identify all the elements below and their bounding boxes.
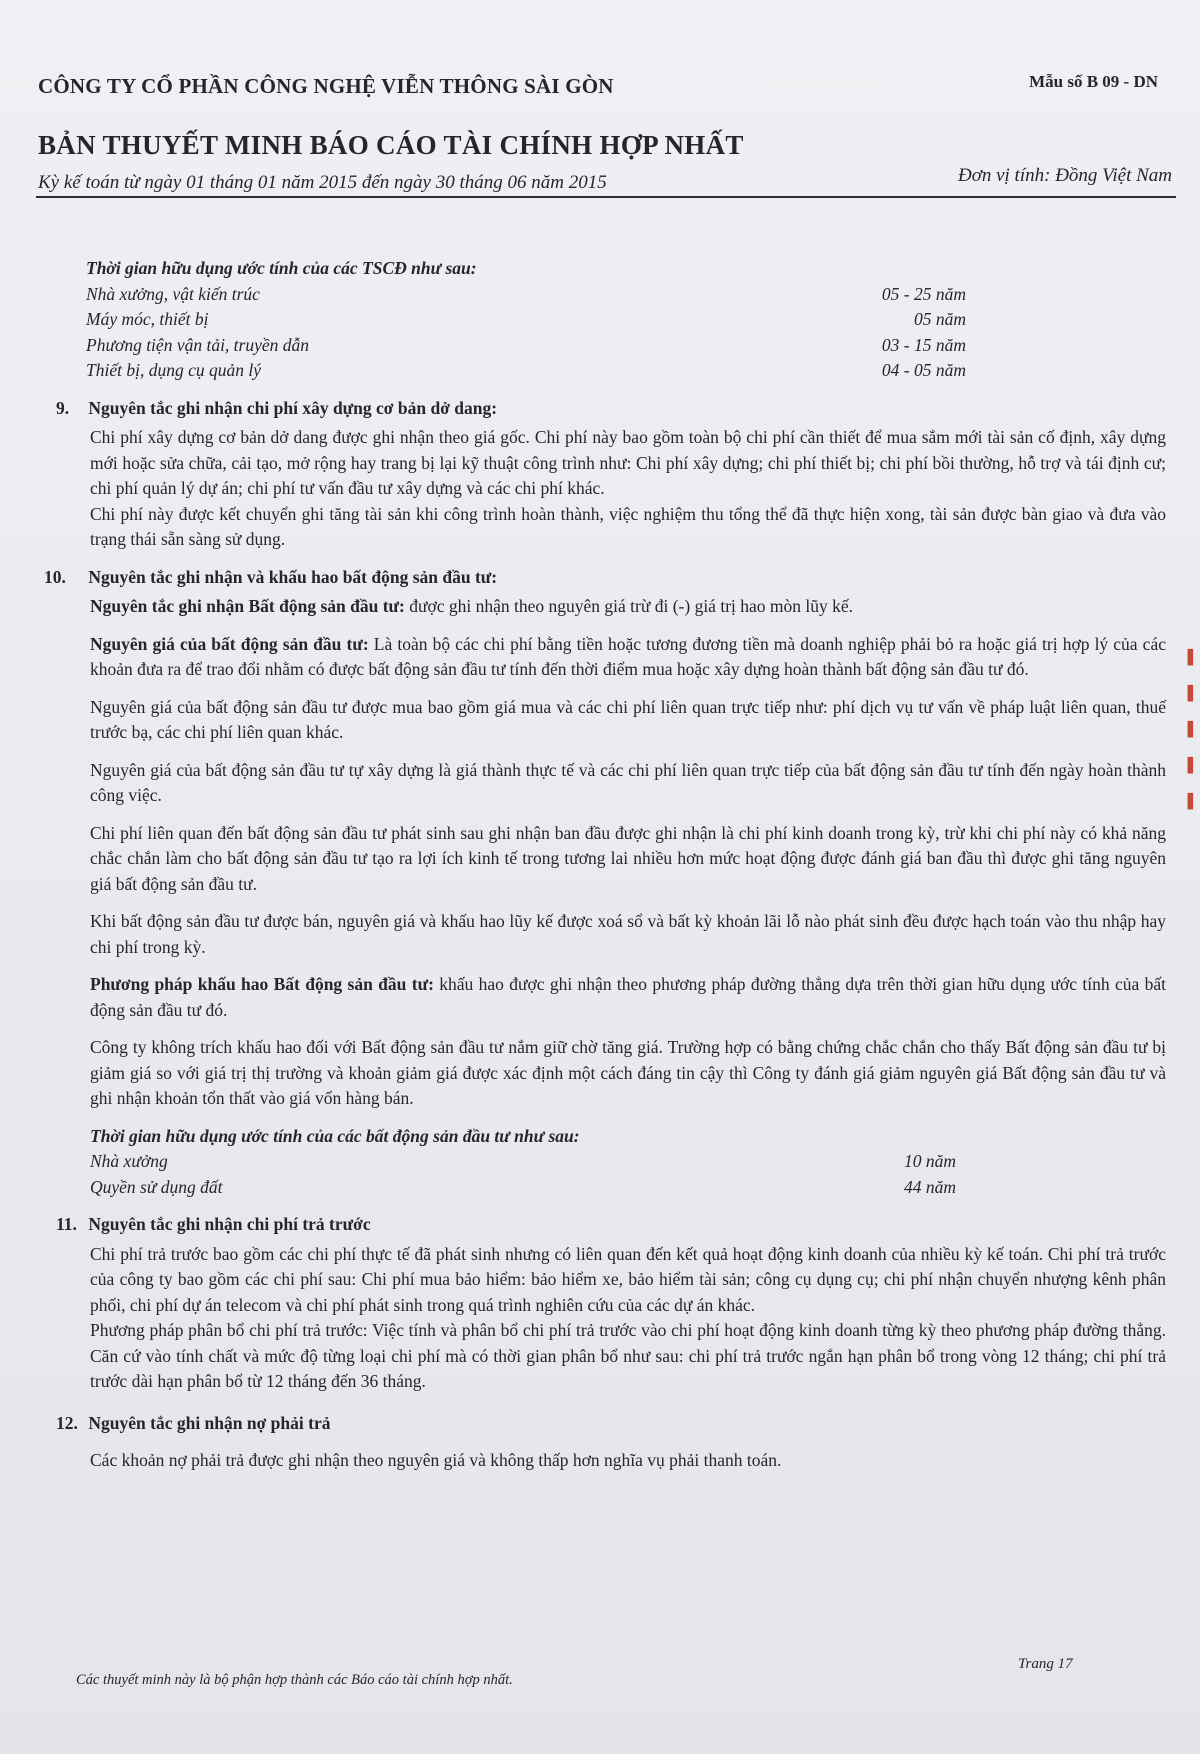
paragraph-text: được ghi nhận theo nguyên giá trừ đi (-) giá trị hao mòn lũy kế.	[404, 596, 854, 616]
paragraph-lead: Nguyên giá của bất động sản đầu tư:	[90, 633, 369, 654]
section-title: Nguyên tắc ghi nhận chi phí xây dựng cơ bản dở dang:	[88, 397, 498, 418]
section-12	[56, 1411, 1166, 1474]
paragraph: Khi bất động sản đầu tư được bán, nguyên giá và khấu hao lũy kế được xoá sổ và bất kỳ khoản lãi lỗ nào phát sinh đều được hạch toán vào thu nhập hay chi phí trong kỳ.	[90, 911, 1166, 957]
section-11	[56, 1212, 1166, 1395]
paragraph: Nguyên giá của bất động sản đầu tư tự xây dựng là giá thành thực tế và các chi phí liên quan trực tiếp của bất động sản đầu tư tính đến ngày hoàn thành công việc.	[90, 759, 1166, 805]
property-name: Nhà xưởng	[90, 1151, 168, 1171]
stamp-edge-mark: ▌ ▌ ▌ ▌ ▌	[1187, 650, 1199, 810]
section-10-heading	[44, 565, 1166, 591]
footer-note: Các thuyết minh này là bộ phận hợp thành các Báo cáo tài chính hợp nhất.	[76, 1672, 513, 1688]
section-10	[44, 565, 1167, 1201]
asset-name: Máy móc, thiết bị	[86, 309, 209, 329]
asset-life: 04 - 05 năm	[881, 360, 966, 380]
section-11-heading	[56, 1212, 1166, 1238]
section-title: Nguyên tắc ghi nhận chi phí trả trước	[88, 1214, 371, 1234]
header-divider	[36, 196, 1176, 198]
useful-life-property-title: Thời gian hữu dụng ước tính của các bất động sản đầu tư như sau:	[90, 1125, 580, 1146]
asset-life: 05 năm	[913, 309, 966, 329]
paragraph: Nguyên giá của bất động sản đầu tư được mua bao gồm giá mua và các chi phí liên quan trực tiếp như: phí dịch vụ tư vấn về pháp luật liên quan, thuế trước bạ, các chi phí liên quan khác.	[90, 696, 1166, 742]
page-number: Trang 17	[1018, 1656, 1073, 1672]
document-body	[44, 256, 1167, 1474]
paragraph: Chi phí trả trước bao gồm các chi phí thực tế đã phát sinh nhưng có liên quan đến kết quả hoạt động kinh doanh của nhiều kỳ kế toán. Chi phí trả trước của công ty bao gồm các chi phí sau: Chi phí mua bảo hiểm: bảo hiểm xe, bảo hiểm tài sản; công cụ dụng cụ; chi phí nhận chuyển nhượng kênh phân phối, chi phí dự án telecom và chi phí phát sinh trong quá trình nghiên cứu của các dự án khác.	[90, 1243, 1166, 1315]
paragraph	[90, 632, 1166, 683]
paragraph-lead: Nguyên tắc ghi nhận Bất động sản đầu tư:	[90, 596, 405, 616]
property-name: Quyền sử dụng đất	[90, 1176, 223, 1197]
useful-life-row	[86, 282, 1166, 308]
paragraph: Các khoản nợ phải trả được ghi nhận theo nguyên giá và không thấp hơn nghĩa vụ phải thanh toán.	[90, 1450, 782, 1470]
property-life: 44 năm	[903, 1176, 956, 1197]
asset-life: 03 - 15 năm	[881, 334, 966, 355]
section-number: 10.	[44, 566, 66, 587]
form-code: Mẫu số B 09 - DN	[1029, 72, 1158, 91]
document-title: BẢN THUYẾT MINH BÁO CÁO TÀI CHÍNH HỢP NHẤT	[38, 130, 744, 160]
section-title: Nguyên tắc ghi nhận và khấu hao bất động sản đầu tư:	[88, 566, 498, 587]
useful-life-row	[90, 1175, 1166, 1201]
section-9	[56, 396, 1166, 553]
paragraph-text: Là toàn bộ các chi phí bằng tiền hoặc tương đương tiền mà doanh nghiệp phải bỏ ra hoặc giá trị hợp lý của các khoản đưa ra để trao đổi nhằm có được bất động sản đầu tư tính đến thời điểm mua hoặc xây dựng hoàn thành bất động sản đầu tư đó.	[90, 633, 1166, 679]
company-name: CÔNG TY CỔ PHẦN CÔNG NGHỆ VIỄN THÔNG SÀI GÒN	[38, 74, 614, 98]
asset-name: Thiết bị, dụng cụ quản lý	[86, 360, 261, 380]
paragraph: Chi phí xây dựng cơ bản dở dang được ghi nhận theo giá gốc. Chi phí này bao gồm toàn bộ chi phí cần thiết để mua sắm mới tài sản cố định, xây dựng mới hoặc sửa chữa, cải tạo, mở rộng hay trang bị lại kỹ thuật công trình như: Chi phí xây dựng; chi phí thiết bị; chi phí bồi thường, hỗ trợ và tái định cư; chi phí quản lý dự án; chi phí tư vấn đầu tư xây dựng và các chi phí khác.	[90, 427, 1166, 498]
section-title: Nguyên tắc ghi nhận nợ phải trả	[88, 1412, 331, 1433]
useful-life-assets	[56, 256, 1166, 384]
useful-life-assets-title: Thời gian hữu dụng ước tính của các TSCĐ như sau:	[86, 258, 477, 278]
section-number: 9.	[56, 397, 70, 418]
section-number: 11.	[56, 1214, 77, 1234]
paragraph	[90, 972, 1166, 1023]
useful-life-row	[90, 1149, 1166, 1175]
useful-life-row	[86, 307, 1166, 333]
paragraph-lead: Phương pháp khấu hao Bất động sản đầu tư:	[90, 974, 434, 994]
paragraph-text: khấu hao được ghi nhận theo phương pháp đường thẳng dựa trên thời gian hữu dụng ước tính của bất động sản đầu tư đó.	[90, 974, 1167, 1020]
useful-life-row	[86, 358, 1166, 384]
asset-name: Nhà xưởng, vật kiến trúc	[86, 283, 260, 304]
section-12-heading	[56, 1411, 1166, 1437]
accounting-period: Kỳ kế toán từ ngày 01 tháng 01 năm 2015 đến ngày 30 tháng 06 năm 2015	[38, 172, 607, 193]
useful-life-row	[86, 333, 1166, 359]
paragraph: Chi phí này được kết chuyển ghi tăng tài sản khi công trình hoàn thành, việc nghiệm thu tổng thể đã thực hiện xong, tài sản được bàn giao và đưa vào trạng thái sẵn sàng sử dụng.	[90, 503, 1166, 549]
section-number: 12.	[56, 1412, 78, 1433]
property-life: 10 năm	[903, 1151, 956, 1171]
currency-unit: Đơn vị tính: Đồng Việt Nam	[957, 165, 1172, 186]
asset-name: Phương tiện vận tải, truyền dẫn	[86, 334, 310, 355]
paragraph: Chi phí liên quan đến bất động sản đầu tư phát sinh sau ghi nhận ban đầu được ghi nhận là chi phí kinh doanh trong kỳ, trừ khi chi phí này có khả năng chắc chắn làm cho bất động sản đầu tư tạo ra lợi ích kinh tế trong tương lai nhiều hơn mức hoạt động được đánh giá ban đầu thì được ghi tăng nguyên giá bất động sản đầu tư.	[90, 822, 1166, 894]
paragraph: Phương pháp phân bổ chi phí trả trước: Việc tính và phân bổ chi phí trả trước vào chi phí hoạt động kinh doanh từng kỳ theo phương pháp đường thẳng. Căn cứ vào tính chất và mức độ từng loại chi phí mà có thời gian phân bổ như sau: chi phí trả trước ngắn hạn phân bổ trong vòng 12 tháng; chi phí trả trước dài hạn phân bổ từ 12 tháng đến 36 tháng.	[90, 1320, 1166, 1391]
paragraph: Công ty không trích khấu hao đối với Bất động sản đầu tư nắm giữ chờ tăng giá. Trường hợp có bằng chứng chắc chắn cho thấy Bất động sản đầu tư bị giảm giá so với giá trị thị trường và khoản giảm giá được xác định một cách đáng tin cậy thì Công ty đánh giá giảm nguyên giá Bất động sản đầu tư và ghi nhận khoản tổn thất vào giá vốn hàng bán.	[90, 1037, 1166, 1108]
useful-life-property	[56, 1124, 1166, 1201]
paragraph	[90, 594, 1166, 620]
section-9-heading	[56, 396, 1166, 422]
asset-life: 05 - 25 năm	[881, 283, 966, 304]
